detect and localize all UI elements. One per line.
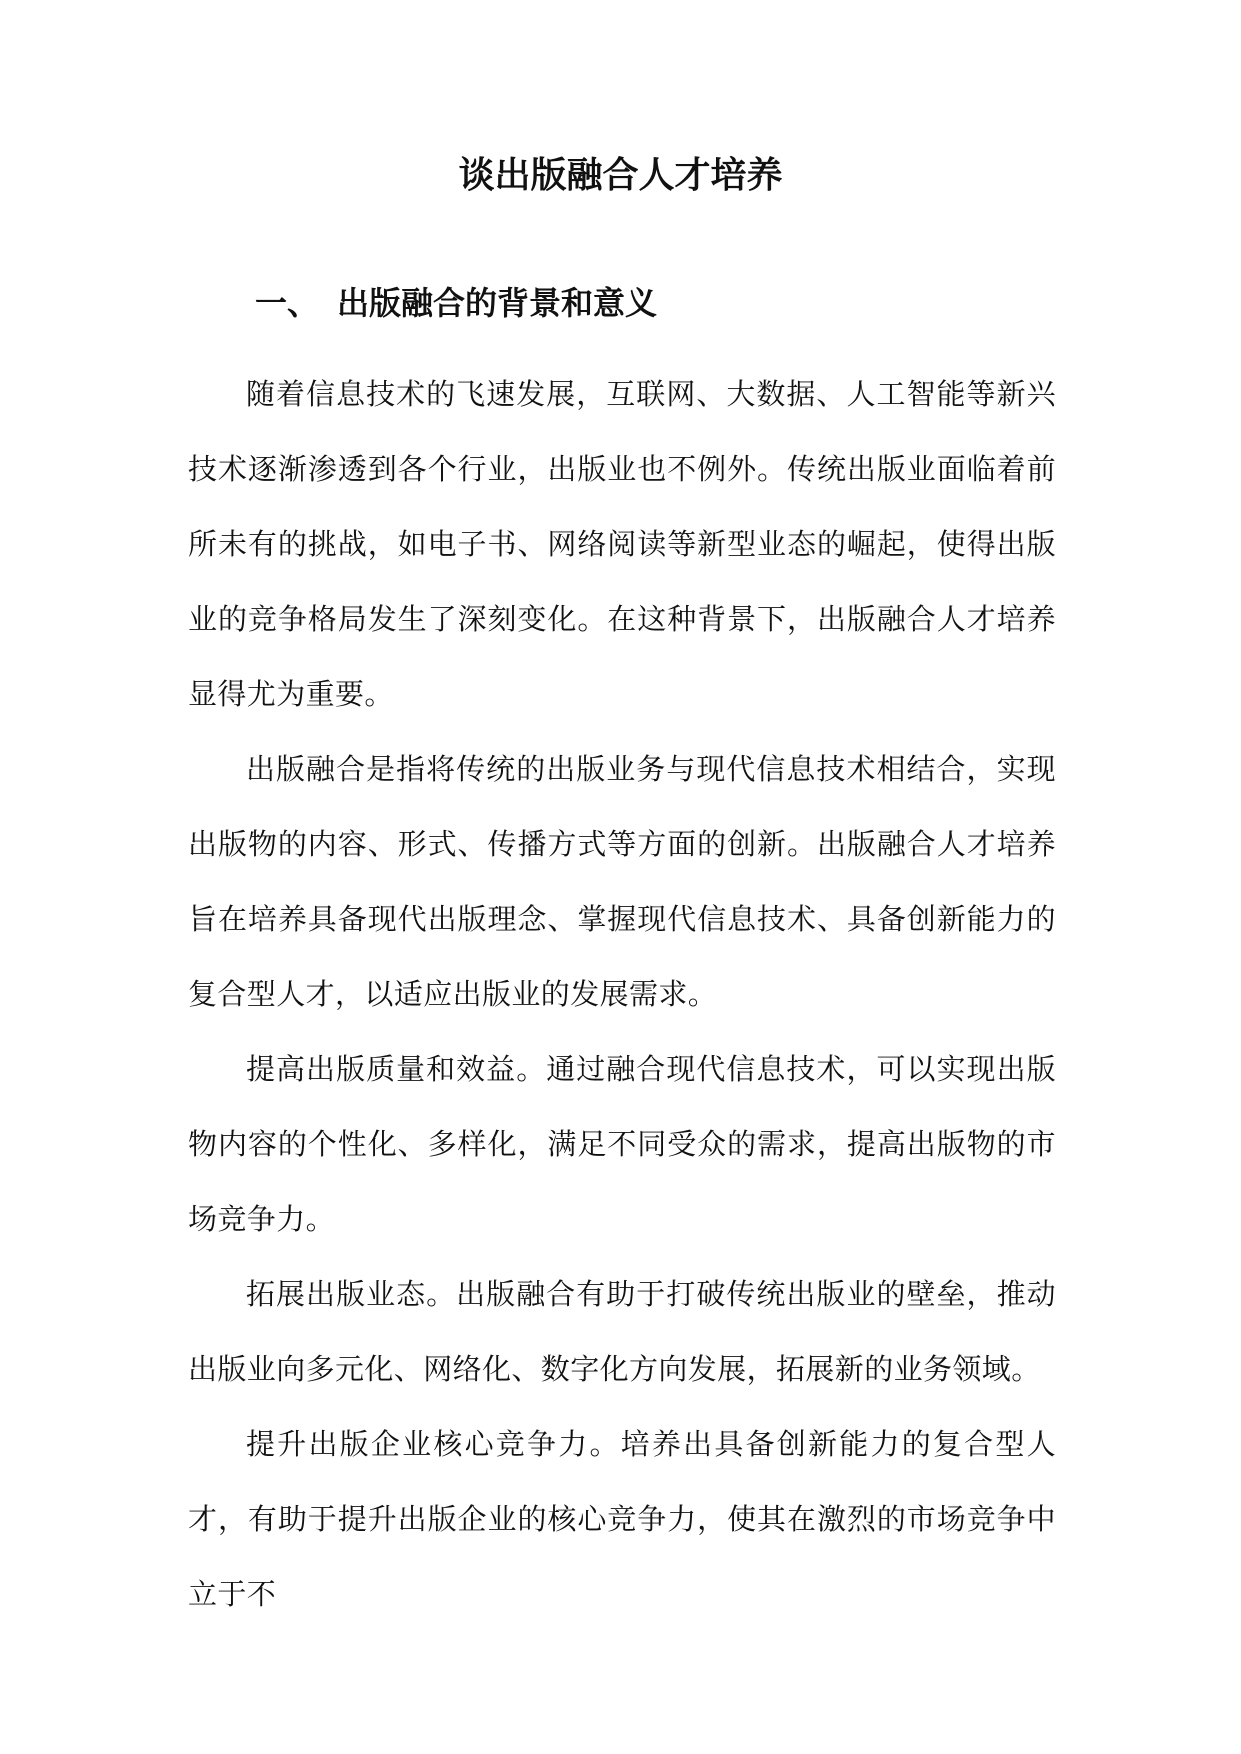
document-body	[188, 357, 1056, 1632]
paragraph-2: 出版融合是指将传统的出版业务与现代信息技术相结合，实现出版物的内容、形式、传播方式等方面的创新。出版融合人才培养旨在培养具备现代出版理念、掌握现代信息技术、具备创新能力的复合型人才，以适应出版业的发展需求。	[188, 752, 1056, 1011]
section-title: 出版融合的背景和意义	[337, 284, 658, 322]
paragraph-3: 提高出版质量和效益。通过融合现代信息技术，可以实现出版物内容的个性化、多样化，满足不同受众的需求，提高出版物的市场竞争力。	[188, 1052, 1056, 1236]
paragraph-4: 拓展出版业态。出版融合有助于打破传统出版业的壁垒，推动出版业向多元化、网络化、数字化方向发展，拓展新的业务领域。	[188, 1277, 1056, 1386]
document-title: 谈出版融合人才培养	[458, 154, 783, 196]
paragraph-1: 随着信息技术的飞速发展，互联网、大数据、人工智能等新兴技术逐渐渗透到各个行业，出版业也不例外。传统出版业面临着前所未有的挑战，如电子书、网络阅读等新型业态的崛起，使得出版业的竞争格局发生了深刻变化。在这种背景下，出版融合人才培养显得尤为重要。	[188, 377, 1056, 711]
paragraph-5: 提升出版企业核心竞争力。培养出具备创新能力的复合型人才，有助于提升出版企业的核心竞争力，使其在激烈的市场竞争中立于不	[188, 1427, 1056, 1611]
section-number: 一、	[255, 284, 320, 322]
section-heading	[255, 280, 657, 326]
